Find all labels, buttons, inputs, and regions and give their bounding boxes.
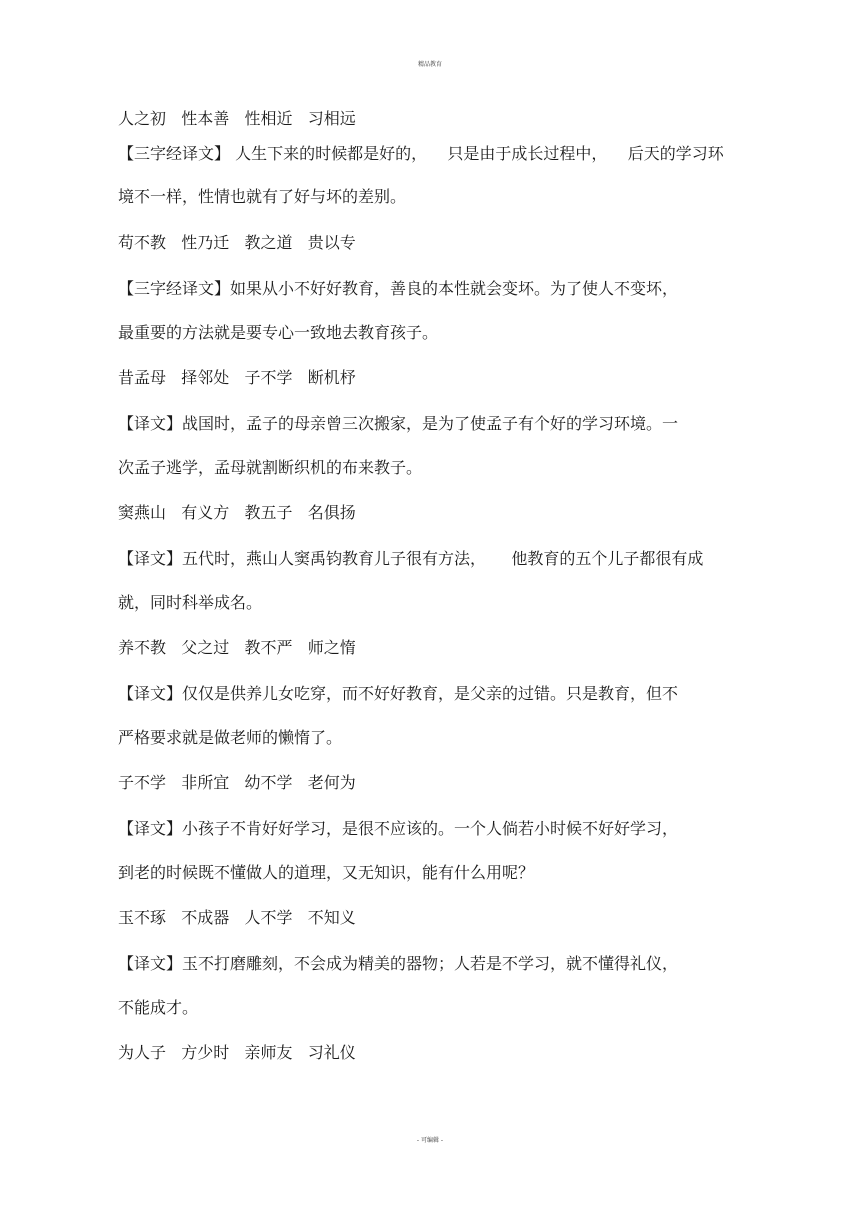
verse-line: 子不学 非所宜 幼不学 老何为 bbox=[118, 773, 356, 792]
translation-line: 境不一样，性情也就有了好与坏的差别。 bbox=[118, 187, 407, 206]
verse-line: 为人子 方少时 亲师友 习礼仪 bbox=[118, 1043, 356, 1062]
translation-line: 最重要的方法就是要专心一致地去教育孩子。 bbox=[118, 323, 439, 342]
translation-line: 就，同时科举成名。 bbox=[118, 593, 263, 612]
page-header: 精品教育 bbox=[417, 61, 442, 68]
verse-line: 苟不教 性乃迁 教之道 贵以专 bbox=[118, 233, 356, 252]
translation-line: 次孟子逃学，孟母就割断织机的布来教子。 bbox=[118, 458, 423, 477]
translation-line: 不能成才。 bbox=[118, 998, 199, 1017]
translation-line: 【译文】玉不打磨雕刻，不会成为精美的器物；人若是不学习，就不懂得礼仪， bbox=[118, 954, 679, 973]
translation-line: 【译文】战国时，孟子的母亲曾三次搬家，是为了使孟子有个好的学习环境。一 bbox=[118, 414, 679, 433]
verse-line: 养不教 父之过 教不严 师之惰 bbox=[118, 638, 356, 657]
verse-line: 窦燕山 有义方 教五子 名俱扬 bbox=[118, 503, 356, 522]
translation-line: 【译文】仅仅是供养儿女吃穿，而不好好教育，是父亲的过错。只是教育，但不 bbox=[118, 684, 679, 703]
translation-line: 到老的时候既不懂做人的道理，又无知识，能有什么用呢？ bbox=[118, 863, 535, 882]
translation-line: 【译文】五代时，燕山人窦禹钧教育儿子很有方法， 他教育的五个儿子都很有成 bbox=[118, 549, 704, 568]
page-footer: - 可编辑 - bbox=[416, 1137, 444, 1144]
translation-line: 【三字经译文】 人生下来的时候都是好的， 只是由于成长过程中， 后天的学习环 bbox=[118, 144, 724, 163]
translation-line: 严格要求就是做老师的懒惰了。 bbox=[118, 728, 343, 747]
translation-line: 【译文】小孩子不肯好好学习，是很不应该的。一个人倘若小时候不好好学习， bbox=[118, 819, 679, 838]
translation-line: 【三字经译文】如果从小不好好教育，善良的本性就会变坏。为了使人不变坏， bbox=[118, 279, 679, 298]
verse-line: 昔孟母 择邻处 子不学 断机杼 bbox=[118, 368, 356, 387]
verse-line: 玉不琢 不成器 人不学 不知义 bbox=[118, 908, 356, 927]
verse-line: 人之初 性本善 性相近 习相远 bbox=[118, 109, 356, 128]
